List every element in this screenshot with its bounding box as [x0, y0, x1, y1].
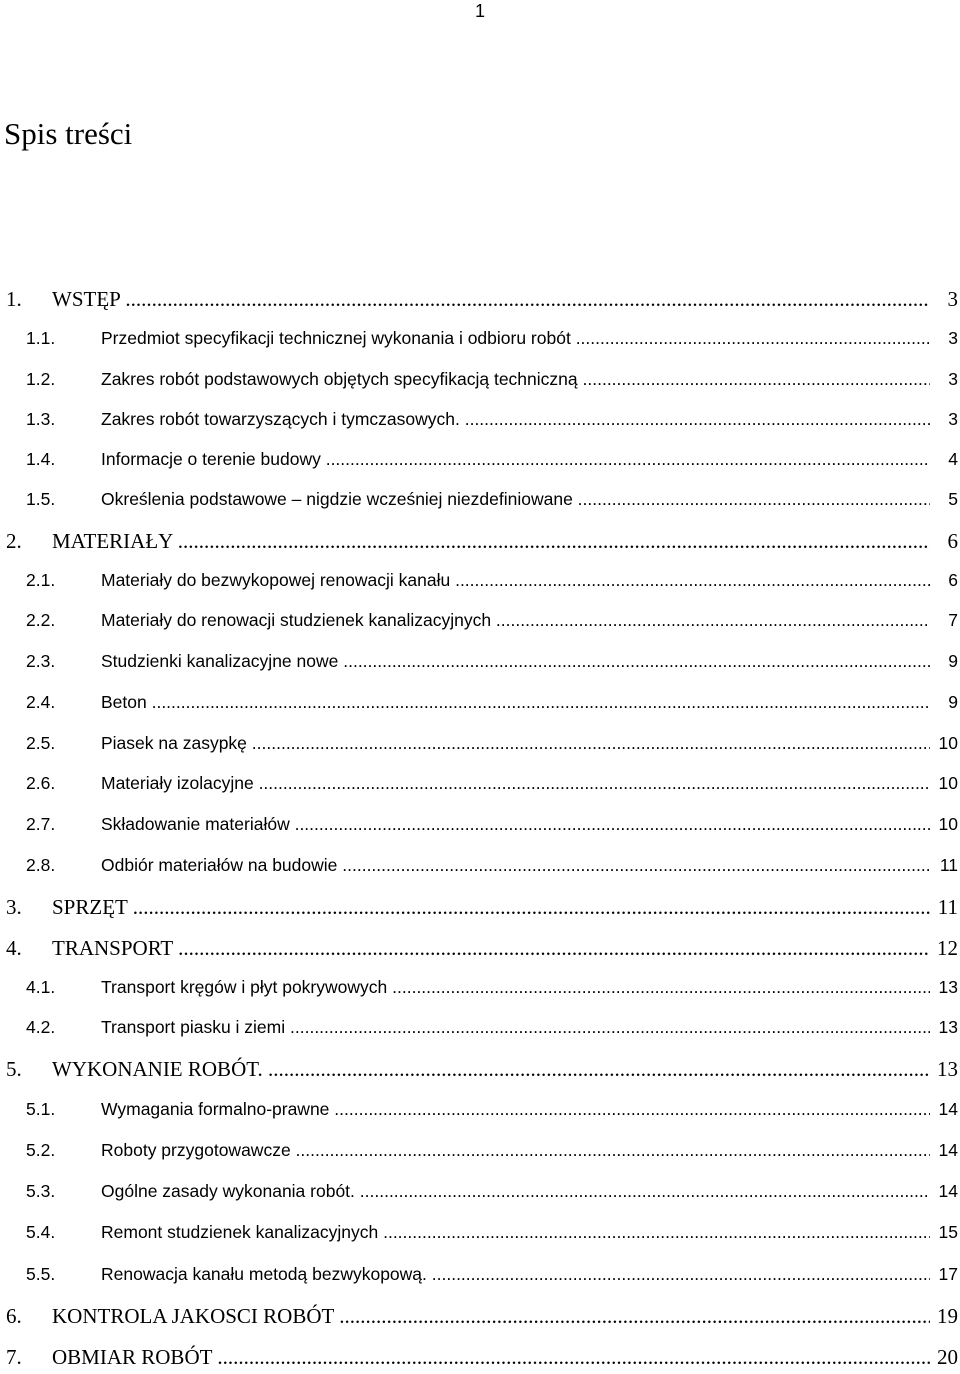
toc-entry[interactable] — [0, 487, 960, 517]
toc-entry[interactable] — [0, 853, 960, 883]
toc-entry-number: 1.3. — [26, 409, 56, 429]
toc-entry[interactable] — [0, 649, 960, 679]
toc-entry[interactable] — [0, 1015, 960, 1045]
page-number: 1 — [474, 1, 485, 21]
toc-entry-page: 17 — [938, 1264, 958, 1284]
toc-entry-page: 10 — [938, 773, 958, 793]
toc-entry[interactable] — [0, 690, 960, 720]
toc-entry-page: 10 — [938, 814, 958, 834]
toc-entry-text: Remont studzienek kanalizacyjnych ..... — [101, 1220, 930, 1244]
toc-entry-number: 1.2. — [26, 369, 56, 389]
toc-entry-page: 14 — [938, 1099, 958, 1119]
toc-title: Spis treści — [4, 116, 133, 151]
toc-entry[interactable] — [0, 1220, 960, 1250]
toc-entry-page: 13 — [938, 1017, 958, 1037]
toc-entry-page: 19 — [937, 1304, 958, 1328]
toc-entry-text: Materiały do renowacji studzienek kanalizacyjnych ..... — [101, 608, 930, 632]
toc-entry-text: OBMIAR ROBÓT ..... — [52, 1344, 930, 1370]
toc-entry-text: Materiały do bezwykopowej renowacji kanału ..... — [101, 568, 930, 592]
toc-entry-number: 3. — [6, 895, 22, 919]
toc-entry-text: Renowacja kanału metodą bezwykopową. ..... — [101, 1262, 930, 1286]
toc-entry-text: Informacje o terenie budowy ..... — [101, 447, 930, 471]
toc-entry-text: Transport piasku i ziemi ..... — [101, 1015, 930, 1039]
toc-entry-text: Zakres robót towarzyszących i tymczasowych. ..... — [101, 407, 930, 431]
toc-entry[interactable] — [0, 771, 960, 801]
toc-entry[interactable] — [0, 608, 960, 638]
toc-entry-text: Ogólne zasady wykonania robót. ..... — [101, 1179, 930, 1203]
toc-entry[interactable] — [0, 1056, 960, 1086]
toc-entry-page: 20 — [937, 1345, 958, 1369]
toc-entry-number: 2.7. — [26, 814, 56, 834]
toc-entry-number: 2.5. — [26, 733, 56, 753]
toc-entry-page: 15 — [938, 1222, 958, 1242]
toc-entry-text: Piasek na zasypkę ..... — [101, 731, 930, 755]
toc-entry-number: 5.4. — [26, 1222, 56, 1242]
toc-entry-number: 1.4. — [26, 449, 56, 469]
toc-entry-page: 7 — [948, 610, 958, 630]
toc-entry-page: 11 — [937, 895, 958, 919]
toc-entry-page: 3 — [948, 328, 958, 348]
toc-entry-page: 9 — [948, 692, 958, 712]
toc-entry[interactable] — [0, 975, 960, 1005]
toc-entry-number: 4. — [6, 936, 22, 960]
toc-entry-page: 9 — [948, 651, 958, 671]
toc-entry-page: 3 — [947, 287, 958, 311]
toc-entry-page: 6 — [948, 570, 958, 590]
toc-entry-text: TRANSPORT ..... — [52, 935, 930, 961]
toc-entry-text: Zakres robót podstawowych objętych specyfikacją techniczną ..... — [101, 367, 930, 391]
toc-entry-page: 12 — [937, 936, 958, 960]
toc-entry-page: 13 — [937, 1057, 958, 1081]
toc-entry-text: Określenia podstawowe – nigdzie wcześniej niezdefiniowane ..... — [101, 487, 930, 511]
toc-entry-page: 6 — [947, 529, 958, 553]
toc-entry-number: 4.1. — [26, 977, 56, 997]
toc-entry[interactable] — [0, 1138, 960, 1168]
toc-entry-text: SPRZĘT ..... — [52, 894, 930, 920]
toc-entry-text: Materiały izolacyjne ..... — [101, 771, 930, 795]
toc-entry-page: 3 — [948, 409, 958, 429]
toc-entry-text: Beton ..... — [101, 690, 930, 714]
toc-entry[interactable] — [0, 407, 960, 437]
toc-entry-number: 5.3. — [26, 1181, 56, 1201]
toc-entry[interactable] — [0, 528, 960, 558]
toc-entry[interactable] — [0, 286, 960, 316]
toc-entry[interactable] — [0, 326, 960, 356]
toc-entry-number: 2.4. — [26, 692, 56, 712]
toc-entry-number: 5.1. — [26, 1099, 56, 1119]
toc-entry-number: 1. — [6, 287, 22, 311]
toc-entry-page: 11 — [939, 855, 958, 875]
toc-entry-number: 1.1. — [26, 328, 56, 348]
toc-entry-number: 4.2. — [26, 1017, 56, 1037]
toc-entry-number: 5.5. — [26, 1264, 56, 1284]
toc-entry-number: 2. — [6, 529, 22, 553]
toc-entry-text: Przedmiot specyfikacji technicznej wykonania i odbioru robót ..... — [101, 326, 930, 350]
toc-entry-number: 2.2. — [26, 610, 56, 630]
toc-entry-text: Studzienki kanalizacyjne nowe ..... — [101, 649, 930, 673]
toc-entry[interactable] — [0, 568, 960, 598]
toc-entry-text: MATERIAŁY ..... — [52, 528, 930, 554]
toc-entry-text: KONTROLA JAKOSCI ROBÓT ..... — [52, 1303, 930, 1329]
toc-entry[interactable] — [0, 1262, 960, 1292]
toc-entry-page: 13 — [938, 977, 958, 997]
toc-entry[interactable] — [0, 447, 960, 477]
toc-entry[interactable] — [0, 812, 960, 842]
toc-entry-number: 6. — [6, 1304, 22, 1328]
toc-entry-text: WSTĘP ..... — [52, 286, 930, 312]
toc-entry-number: 1.5. — [26, 489, 56, 509]
toc-entry[interactable] — [0, 894, 960, 924]
toc-entry-number: 7. — [6, 1345, 22, 1369]
toc-entry-text: Składowanie materiałów ..... — [101, 812, 930, 836]
toc-entry[interactable] — [0, 1344, 960, 1374]
toc-entry[interactable] — [0, 1097, 960, 1127]
toc-entry-page: 14 — [938, 1140, 958, 1160]
toc-entry-number: 2.1. — [26, 570, 56, 590]
toc-entry[interactable] — [0, 367, 960, 397]
toc-entry-text: Odbiór materiałów na budowie ..... — [101, 853, 930, 877]
toc-entry-number: 5.2. — [26, 1140, 56, 1160]
toc-entry-text: Roboty przygotowawcze ..... — [101, 1138, 930, 1162]
toc-entry-number: 2.6. — [26, 773, 56, 793]
toc-entry-page: 10 — [938, 733, 958, 753]
toc-entry-number: 2.8. — [26, 855, 56, 875]
toc-entry-text: Transport kręgów i płyt pokrywowych ..... — [101, 975, 930, 999]
toc-entry-page: 5 — [948, 489, 958, 509]
toc-entry-number: 5. — [6, 1057, 22, 1081]
toc-entry[interactable] — [0, 1179, 960, 1209]
toc-entry-number: 2.3. — [26, 651, 56, 671]
toc-entry-page: 3 — [948, 369, 958, 389]
toc-entry[interactable] — [0, 1303, 960, 1333]
toc-entry[interactable] — [0, 731, 960, 761]
toc-entry-page: 4 — [948, 449, 958, 469]
toc-entry-page: 14 — [938, 1181, 958, 1201]
toc-entry-text: WYKONANIE ROBÓT. ..... — [52, 1056, 930, 1082]
toc-entry-text: Wymagania formalno-prawne ..... — [101, 1097, 930, 1121]
toc-entry[interactable] — [0, 935, 960, 965]
